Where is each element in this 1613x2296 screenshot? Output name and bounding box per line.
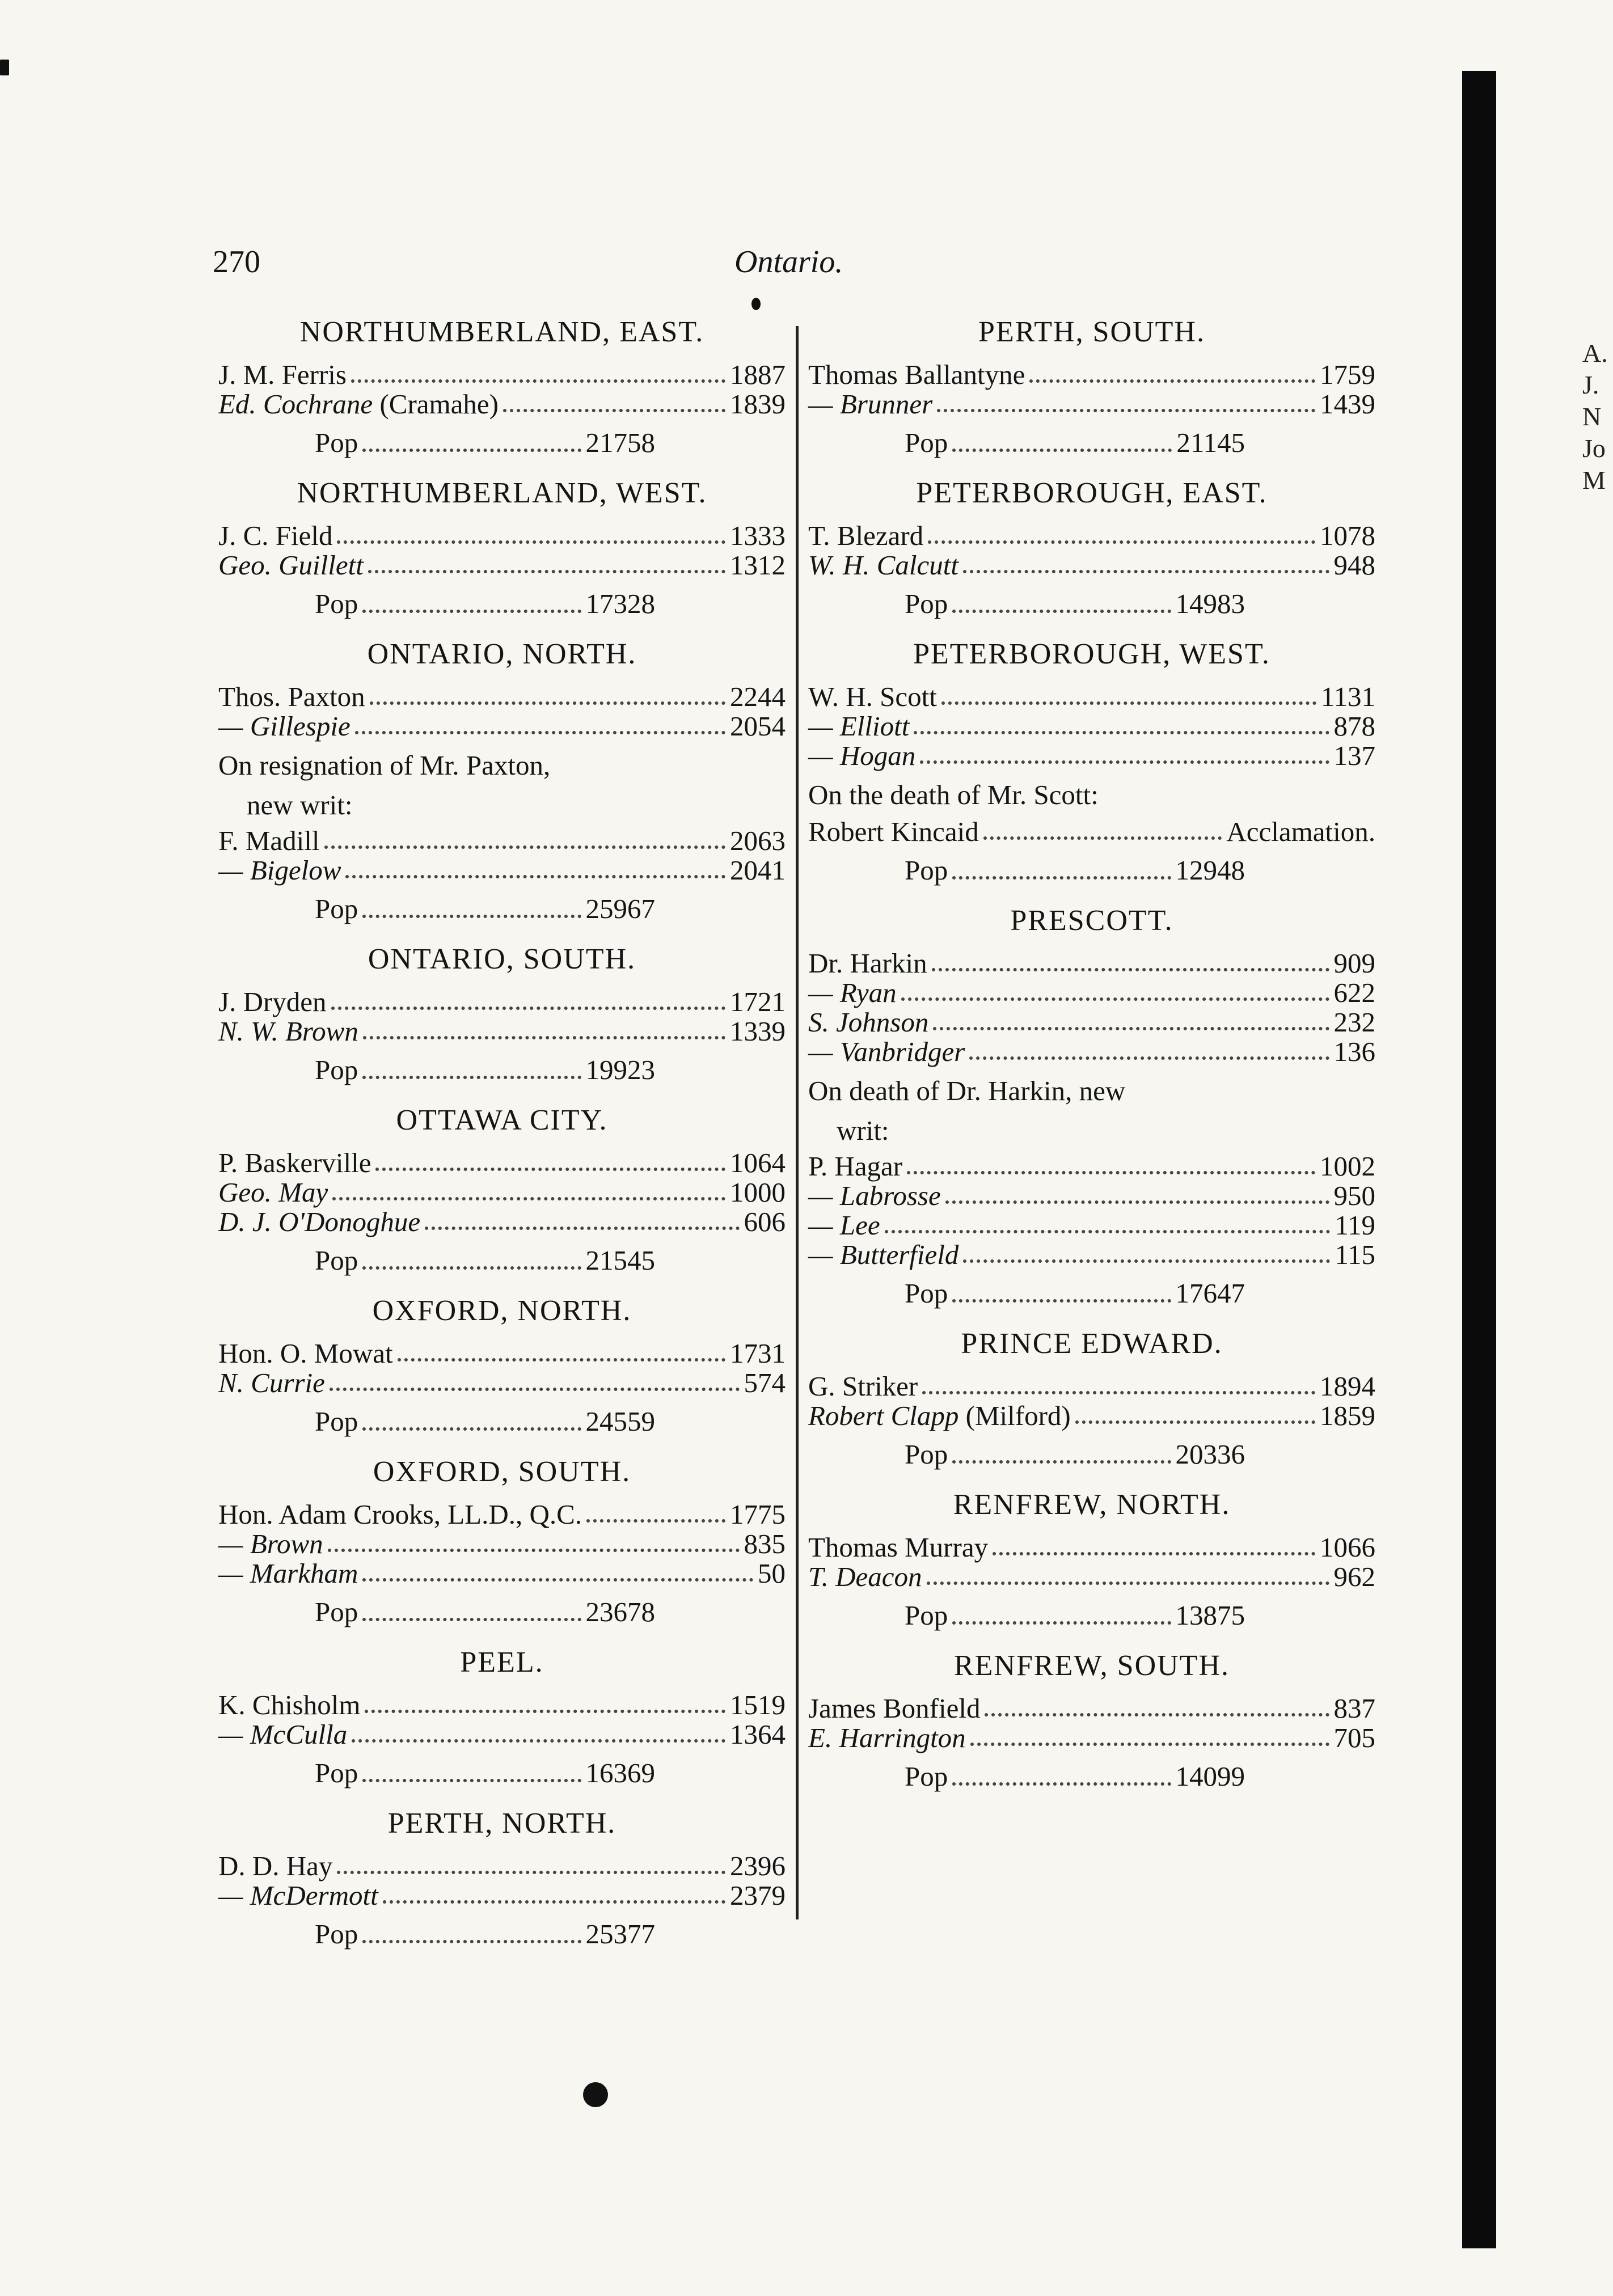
dot-leader bbox=[907, 1152, 1315, 1174]
dot-leader bbox=[363, 1017, 725, 1039]
dot-leader bbox=[1029, 360, 1315, 383]
dot-leader bbox=[328, 1529, 740, 1552]
candidate-row bbox=[808, 1008, 1375, 1037]
riding-section bbox=[218, 476, 786, 620]
candidate-row bbox=[218, 360, 786, 390]
column-divider bbox=[796, 326, 799, 1919]
candidate-name: — Brown bbox=[218, 1528, 323, 1559]
pop-value: 13875 bbox=[1175, 1600, 1245, 1631]
riding-section bbox=[218, 1645, 786, 1789]
candidate-name: Geo. May bbox=[218, 1177, 328, 1208]
pop-value: 21758 bbox=[585, 427, 655, 458]
candidate-row bbox=[808, 1152, 1375, 1181]
pop-label: Pop bbox=[315, 893, 358, 924]
candidate-row bbox=[808, 949, 1375, 978]
dot-leader bbox=[362, 427, 581, 452]
dot-leader bbox=[352, 1720, 725, 1743]
dot-leader bbox=[932, 949, 1329, 971]
election-note: writ: bbox=[837, 1115, 889, 1146]
pop-value: 16369 bbox=[585, 1757, 655, 1788]
vote-count: 2063 bbox=[730, 825, 786, 856]
vote-count: 1364 bbox=[730, 1719, 786, 1750]
population-line bbox=[905, 1439, 1245, 1470]
dot-leader bbox=[332, 1178, 725, 1200]
riding-section bbox=[808, 476, 1375, 620]
pop-value: 17328 bbox=[585, 588, 655, 619]
candidate-row bbox=[218, 1178, 786, 1207]
pop-label: Pop bbox=[315, 1245, 358, 1276]
dot-leader bbox=[970, 1723, 1329, 1746]
dot-leader bbox=[362, 1406, 581, 1431]
population-line bbox=[905, 1600, 1245, 1631]
population-line bbox=[315, 1918, 655, 1950]
dot-leader bbox=[398, 1339, 725, 1361]
dot-leader bbox=[362, 1245, 581, 1270]
population-line bbox=[905, 855, 1245, 886]
dot-leader bbox=[963, 551, 1329, 573]
vote-count: 119 bbox=[1335, 1210, 1375, 1241]
candidate-row bbox=[218, 1368, 786, 1398]
population-line bbox=[905, 1278, 1245, 1309]
ink-blot bbox=[0, 60, 9, 75]
pop-label: Pop bbox=[315, 1918, 358, 1950]
vote-count: 2054 bbox=[730, 711, 786, 742]
election-note: On resignation of Mr. Paxton, bbox=[218, 750, 551, 781]
vote-count: 837 bbox=[1333, 1693, 1375, 1724]
candidate-row bbox=[218, 1017, 786, 1046]
pop-label: Pop bbox=[905, 1439, 948, 1470]
dot-leader bbox=[345, 856, 725, 878]
dot-leader bbox=[993, 1533, 1315, 1555]
dot-leader bbox=[324, 826, 726, 849]
candidate-name: P. Hagar bbox=[808, 1151, 903, 1182]
acclamation-result: Acclamation. bbox=[1226, 816, 1375, 847]
riding-section bbox=[218, 1806, 786, 1950]
pop-value: 12948 bbox=[1175, 855, 1245, 886]
dot-leader bbox=[331, 987, 725, 1010]
candidate-row bbox=[808, 1181, 1375, 1211]
vote-count: 835 bbox=[744, 1528, 786, 1559]
riding-section bbox=[808, 1487, 1375, 1631]
pop-label: Pop bbox=[315, 1757, 358, 1788]
vote-count: 574 bbox=[744, 1367, 786, 1398]
right-column bbox=[808, 315, 1375, 1809]
candidate-name: D. D. Hay bbox=[218, 1850, 333, 1881]
pop-value: 24559 bbox=[585, 1406, 655, 1437]
riding-heading: PETERBOROUGH, WEST. bbox=[913, 638, 1270, 670]
riding-heading: PRESCOTT. bbox=[1010, 904, 1173, 937]
vote-count: 909 bbox=[1333, 948, 1375, 979]
candidate-name: Hon. Adam Crooks, LL.D., Q.C. bbox=[218, 1499, 582, 1530]
pop-label: Pop bbox=[905, 855, 948, 886]
population-line bbox=[905, 427, 1245, 459]
riding-section bbox=[218, 637, 786, 925]
vote-count: 1000 bbox=[730, 1177, 786, 1208]
dot-leader bbox=[362, 893, 581, 918]
dot-leader bbox=[985, 1694, 1329, 1716]
fragment-text: N bbox=[1582, 402, 1602, 431]
dot-leader bbox=[362, 1596, 581, 1621]
candidate-row bbox=[218, 521, 786, 551]
candidate-name: T. Deacon bbox=[808, 1561, 922, 1592]
dot-leader bbox=[945, 1181, 1329, 1204]
candidate-name: — Vanbridger bbox=[808, 1036, 965, 1067]
pop-value: 19923 bbox=[585, 1054, 655, 1085]
vote-count: 1775 bbox=[730, 1499, 786, 1530]
dot-leader bbox=[952, 588, 1171, 613]
candidate-row bbox=[218, 1339, 786, 1368]
population-line bbox=[905, 1761, 1245, 1792]
candidate-row bbox=[808, 1562, 1375, 1592]
dot-leader bbox=[922, 1372, 1315, 1394]
dot-leader bbox=[362, 588, 581, 613]
candidate-name: — Bigelow bbox=[218, 855, 341, 886]
pop-value: 25967 bbox=[585, 893, 655, 924]
dot-leader bbox=[901, 978, 1329, 1001]
riding-heading: PERTH, NORTH. bbox=[387, 1807, 617, 1840]
vote-count: 1731 bbox=[730, 1338, 786, 1369]
ink-blot bbox=[751, 298, 761, 310]
dot-leader bbox=[383, 1881, 725, 1904]
pop-value: 20336 bbox=[1175, 1439, 1245, 1470]
vote-count: 2041 bbox=[730, 855, 786, 886]
dot-leader bbox=[355, 712, 725, 734]
dot-leader bbox=[351, 360, 725, 383]
candidate-place: (Milford) bbox=[958, 1400, 1071, 1431]
riding-section bbox=[808, 315, 1375, 459]
candidate-row bbox=[218, 826, 786, 856]
ink-blot bbox=[583, 2082, 608, 2107]
candidate-row bbox=[808, 1037, 1375, 1067]
candidate-name: Thomas Ballantyne bbox=[808, 359, 1025, 390]
dot-leader bbox=[370, 682, 725, 705]
candidate-row bbox=[218, 856, 786, 885]
candidate-row bbox=[808, 1723, 1375, 1753]
riding-section bbox=[218, 315, 786, 459]
candidate-name: K. Chisholm bbox=[218, 1689, 361, 1720]
pop-label: Pop bbox=[905, 427, 948, 458]
vote-count: 1064 bbox=[730, 1147, 786, 1178]
candidate-name: D. J. O'Donoghue bbox=[218, 1206, 421, 1237]
riding-heading: OXFORD, NORTH. bbox=[372, 1295, 632, 1327]
left-column bbox=[218, 315, 786, 1967]
dot-leader bbox=[368, 551, 725, 573]
candidate-row bbox=[218, 1529, 786, 1559]
vote-count: 2396 bbox=[730, 1850, 786, 1881]
pop-label: Pop bbox=[315, 588, 358, 619]
candidate-row bbox=[808, 360, 1375, 390]
pop-value: 21145 bbox=[1176, 427, 1245, 458]
candidate-row bbox=[218, 987, 786, 1017]
candidate-name: P. Baskerville bbox=[218, 1147, 371, 1178]
riding-heading: RENFREW, SOUTH. bbox=[953, 1650, 1230, 1682]
population-line bbox=[315, 893, 655, 925]
dot-leader bbox=[362, 1559, 753, 1582]
vote-count: 115 bbox=[1335, 1239, 1375, 1270]
candidate-row bbox=[218, 1559, 786, 1588]
candidate-name: J. C. Field bbox=[218, 520, 333, 551]
population-line bbox=[905, 588, 1245, 620]
dot-leader bbox=[425, 1207, 739, 1230]
population-line bbox=[315, 1596, 655, 1628]
candidate-row bbox=[808, 978, 1375, 1008]
candidate-row bbox=[218, 1500, 786, 1529]
candidate-row bbox=[808, 1240, 1375, 1270]
vote-count: 1887 bbox=[730, 359, 786, 390]
dot-leader bbox=[375, 1148, 725, 1171]
election-note: new writ: bbox=[247, 789, 353, 821]
population-line bbox=[315, 1406, 655, 1437]
dot-leader bbox=[362, 1757, 581, 1782]
population-line bbox=[315, 1757, 655, 1789]
candidate-row bbox=[218, 1720, 786, 1749]
candidate-name: — McDermott bbox=[218, 1880, 378, 1911]
election-note: On the death of Mr. Scott: bbox=[808, 779, 1099, 810]
vote-count: 1312 bbox=[730, 549, 786, 581]
candidate-row bbox=[808, 1533, 1375, 1562]
running-head: Ontario. bbox=[734, 244, 843, 280]
dot-leader bbox=[362, 1918, 581, 1943]
dot-leader bbox=[330, 1368, 740, 1391]
vote-count: 50 bbox=[758, 1558, 786, 1589]
candidate-row bbox=[808, 1694, 1375, 1723]
candidate-name: Thos. Paxton bbox=[218, 681, 365, 712]
candidate-name: — Elliott bbox=[808, 711, 910, 742]
scan-edge-shadow bbox=[1462, 71, 1496, 2248]
candidate-row bbox=[218, 390, 786, 419]
candidate-row bbox=[808, 551, 1375, 580]
vote-count: 1859 bbox=[1320, 1400, 1375, 1431]
riding-heading: NORTHUMBERLAND, WEST. bbox=[297, 477, 707, 509]
candidate-name: G. Striker bbox=[808, 1371, 918, 1402]
candidate-row bbox=[218, 1207, 786, 1237]
vote-count: 1131 bbox=[1320, 681, 1375, 712]
vote-count: 2379 bbox=[730, 1880, 786, 1911]
candidate-row bbox=[218, 1881, 786, 1910]
dot-leader bbox=[927, 1562, 1329, 1585]
riding-section bbox=[218, 942, 786, 1086]
dot-leader bbox=[586, 1500, 725, 1523]
candidate-row bbox=[218, 1148, 786, 1178]
riding-heading: PRINCE EDWARD. bbox=[961, 1327, 1223, 1360]
vote-count: 232 bbox=[1333, 1007, 1375, 1038]
riding-section bbox=[808, 637, 1375, 886]
candidate-name: W. H. Calcutt bbox=[808, 549, 958, 581]
candidate-name: E. Harrington bbox=[808, 1722, 966, 1753]
dot-leader bbox=[952, 1600, 1171, 1625]
pop-label: Pop bbox=[315, 1596, 358, 1627]
riding-section bbox=[218, 1454, 786, 1628]
candidate-name: N. W. Brown bbox=[218, 1016, 358, 1047]
vote-count: 1078 bbox=[1320, 520, 1375, 551]
facing-page-fragment bbox=[1582, 337, 1608, 496]
pop-value: 14099 bbox=[1175, 1761, 1245, 1792]
dot-leader bbox=[337, 1851, 725, 1874]
riding-heading: PEEL. bbox=[460, 1646, 544, 1678]
candidate-row bbox=[808, 1372, 1375, 1401]
vote-count: 1339 bbox=[730, 1016, 786, 1047]
vote-count: 137 bbox=[1333, 740, 1375, 771]
candidate-row bbox=[808, 1211, 1375, 1240]
vote-count: 948 bbox=[1333, 549, 1375, 581]
candidate-row bbox=[808, 682, 1375, 712]
pop-value: 17647 bbox=[1175, 1278, 1245, 1309]
candidate-name: J. Dryden bbox=[218, 986, 327, 1017]
dot-leader bbox=[503, 390, 725, 412]
pop-label: Pop bbox=[905, 1278, 948, 1309]
pop-label: Pop bbox=[905, 1600, 948, 1631]
candidate-row bbox=[808, 712, 1375, 741]
pop-label: Pop bbox=[905, 588, 948, 619]
vote-count: 962 bbox=[1333, 1561, 1375, 1592]
vote-count: 2244 bbox=[730, 681, 786, 712]
vote-count: 1839 bbox=[730, 388, 786, 420]
candidate-name: F. Madill bbox=[218, 825, 320, 856]
candidate-row bbox=[218, 1690, 786, 1720]
candidate-row bbox=[218, 551, 786, 580]
vote-count: 1894 bbox=[1320, 1371, 1375, 1402]
riding-heading: RENFREW, NORTH. bbox=[953, 1489, 1231, 1521]
vote-count: 878 bbox=[1333, 711, 1375, 742]
vote-count: 1333 bbox=[730, 520, 786, 551]
riding-heading: ONTARIO, NORTH. bbox=[367, 638, 637, 670]
dot-leader bbox=[337, 521, 725, 544]
dot-leader bbox=[969, 1037, 1329, 1060]
riding-heading: OXFORD, SOUTH. bbox=[373, 1456, 631, 1488]
population-line bbox=[315, 1245, 655, 1276]
dot-leader bbox=[952, 855, 1171, 880]
dot-leader bbox=[952, 1761, 1171, 1786]
candidate-row bbox=[808, 741, 1375, 771]
dot-leader bbox=[952, 1439, 1171, 1464]
riding-heading: PETERBOROUGH, EAST. bbox=[916, 477, 1268, 509]
dot-leader bbox=[952, 1278, 1171, 1303]
candidate-name: N. Currie bbox=[218, 1367, 325, 1398]
riding-heading: NORTHUMBERLAND, EAST. bbox=[299, 316, 704, 348]
dot-leader bbox=[914, 712, 1329, 734]
candidate-name: — Hogan bbox=[808, 740, 916, 771]
page-header bbox=[213, 244, 1404, 289]
fragment-text: M bbox=[1582, 466, 1606, 494]
candidate-name: — Butterfield bbox=[808, 1239, 959, 1270]
vote-count: 705 bbox=[1333, 1722, 1375, 1753]
vote-count: 136 bbox=[1333, 1036, 1375, 1067]
dot-leader bbox=[928, 521, 1315, 544]
dot-leader bbox=[963, 1240, 1330, 1263]
fragment-text: J. bbox=[1582, 370, 1599, 399]
dot-leader bbox=[937, 390, 1315, 412]
dot-leader bbox=[952, 427, 1172, 452]
candidate-name: Robert Clapp (Milford) bbox=[808, 1400, 1071, 1431]
candidate-name: T. Blezard bbox=[808, 520, 924, 551]
candidate-name: J. M. Ferris bbox=[218, 359, 347, 390]
population-line bbox=[315, 1054, 655, 1086]
vote-count: 1002 bbox=[1320, 1151, 1375, 1182]
dot-leader bbox=[885, 1211, 1331, 1233]
candidate-row bbox=[218, 712, 786, 741]
riding-section bbox=[218, 1293, 786, 1437]
candidate-name: — Gillespie bbox=[218, 711, 351, 742]
candidate-name: James Bonfield bbox=[808, 1693, 981, 1724]
dot-leader bbox=[941, 682, 1316, 705]
pop-label: Pop bbox=[905, 1761, 948, 1792]
riding-section bbox=[808, 1648, 1375, 1792]
candidate-name: — Lee bbox=[808, 1210, 880, 1241]
fragment-text: A. bbox=[1582, 339, 1608, 367]
pop-label: Pop bbox=[315, 1054, 358, 1085]
page-number: 270 bbox=[213, 244, 260, 280]
candidate-name: — Ryan bbox=[808, 977, 897, 1008]
pop-label: Pop bbox=[315, 427, 358, 458]
candidate-name: Ed. Cochrane (Cramahe) bbox=[218, 388, 499, 420]
candidate-name: — Brunner bbox=[808, 388, 933, 420]
vote-count: 1066 bbox=[1320, 1532, 1375, 1563]
pop-value: 21545 bbox=[585, 1245, 655, 1276]
pop-label: Pop bbox=[315, 1406, 358, 1437]
candidate-row bbox=[808, 1401, 1375, 1431]
dot-leader bbox=[933, 1008, 1329, 1030]
dot-leader bbox=[1075, 1401, 1315, 1424]
candidate-row bbox=[808, 521, 1375, 551]
pop-value: 14983 bbox=[1175, 588, 1245, 619]
vote-count: 1721 bbox=[730, 986, 786, 1017]
dot-leader bbox=[920, 741, 1329, 764]
population-line bbox=[315, 588, 655, 620]
riding-section bbox=[808, 1326, 1375, 1470]
dot-leader bbox=[983, 817, 1222, 840]
dot-leader bbox=[365, 1690, 725, 1713]
candidate-name: S. Johnson bbox=[808, 1007, 929, 1038]
riding-heading: OTTAWA CITY. bbox=[396, 1104, 608, 1136]
candidate-name: Hon. O. Mowat bbox=[218, 1338, 393, 1369]
candidate-row bbox=[218, 682, 786, 712]
election-note: On death of Dr. Harkin, new bbox=[808, 1075, 1126, 1106]
candidate-name: Robert Kincaid bbox=[808, 816, 979, 847]
vote-count: 1759 bbox=[1320, 359, 1375, 390]
vote-count: 622 bbox=[1333, 977, 1375, 1008]
riding-section bbox=[808, 903, 1375, 1309]
riding-section bbox=[218, 1103, 786, 1276]
candidate-place: (Cramahe) bbox=[373, 388, 499, 420]
pop-value: 23678 bbox=[585, 1596, 655, 1627]
candidate-name: Geo. Guillett bbox=[218, 549, 364, 581]
vote-count: 1439 bbox=[1320, 388, 1375, 420]
candidate-name: — McCulla bbox=[218, 1719, 348, 1750]
riding-heading: ONTARIO, SOUTH. bbox=[368, 943, 636, 975]
pop-value: 25377 bbox=[585, 1918, 655, 1950]
acclamation-row bbox=[808, 817, 1375, 847]
candidate-name: Thomas Murray bbox=[808, 1532, 989, 1563]
fragment-text: Jo bbox=[1582, 434, 1606, 463]
vote-count: 1519 bbox=[730, 1689, 786, 1720]
vote-count: 606 bbox=[744, 1206, 786, 1237]
dot-leader bbox=[362, 1054, 581, 1079]
riding-heading: PERTH, SOUTH. bbox=[978, 316, 1205, 348]
candidate-name: Dr. Harkin bbox=[808, 948, 927, 979]
candidate-name: W. H. Scott bbox=[808, 681, 937, 712]
vote-count: 950 bbox=[1333, 1180, 1375, 1211]
candidate-name: — Labrosse bbox=[808, 1180, 941, 1211]
candidate-name: — Markham bbox=[218, 1558, 358, 1589]
candidate-row bbox=[808, 390, 1375, 419]
population-line bbox=[315, 427, 655, 459]
candidate-row bbox=[218, 1851, 786, 1881]
